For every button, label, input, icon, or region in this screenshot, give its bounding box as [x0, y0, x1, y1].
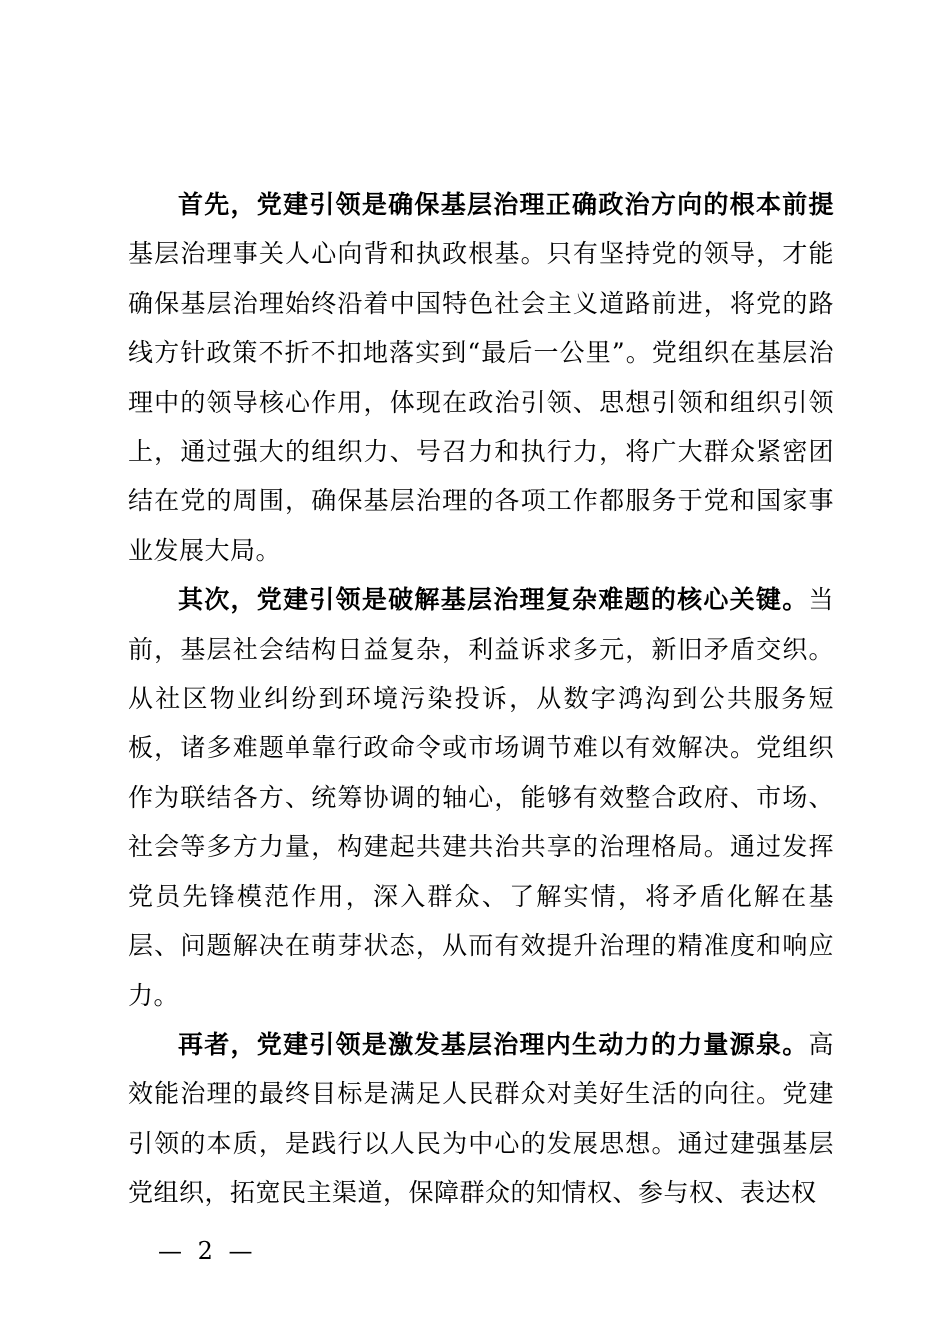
paragraph-3-body: 高效能治理的最终目标是满足人民群众对美好生活的向往。党建引领的本质，是践行以人民为中心的发展思想。通过建强基层党组织，拓宽民主渠道，保障群众的知情权、参与权、表达权	[128, 1029, 834, 1208]
page-number: — 2 —	[158, 1237, 257, 1265]
paragraph-2-lead: 其次，党建引领是破解基层治理复杂难题的核心关键。	[178, 585, 809, 615]
paragraph-1-lead: 首先，党建引领是确保基层治理正确政治方向的根本前提	[178, 190, 834, 219]
paragraph-3-lead: 再者，党建引领是激发基层治理内生动力的力量源泉。	[178, 1029, 809, 1059]
document-body	[128, 180, 834, 1218]
paragraph-2	[128, 575, 834, 1020]
paragraph-1-body: 基层治理事关人心向背和执政根基。只有坚持党的领导，才能确保基层治理始终沿着中国特色社会主义道路前进，将党的路线方针政策不折不扣地落实到“最后一公里”。党组织在基层治理中的领导核心作用，体现在政治引领、思想引领和组织引领上，通过强大的组织力、号召力和执行力，将广大群众紧密团结在党的周围，确保基层治理的各项工作都服务于党和国家事业发展大局。	[128, 239, 834, 565]
paragraph-1	[128, 180, 834, 575]
paragraph-2-body: 当前，基层社会结构日益复杂，利益诉求多元，新旧矛盾交织。从社区物业纠纷到环境污染投诉，从数字鸿沟到公共服务短板，诸多难题单靠行政命令或市场调节难以有效解决。党组织作为联结各方、统筹协调的轴心，能够有效整合政府、市场、社会等多方力量，构建起共建共治共享的治理格局。通过发挥党员先锋模范作用，深入群众、了解实情，将矛盾化解在基层、问题解决在萌芽状态，从而有效提升治理的精准度和响应力。	[128, 585, 834, 1010]
paragraph-3	[128, 1020, 834, 1218]
